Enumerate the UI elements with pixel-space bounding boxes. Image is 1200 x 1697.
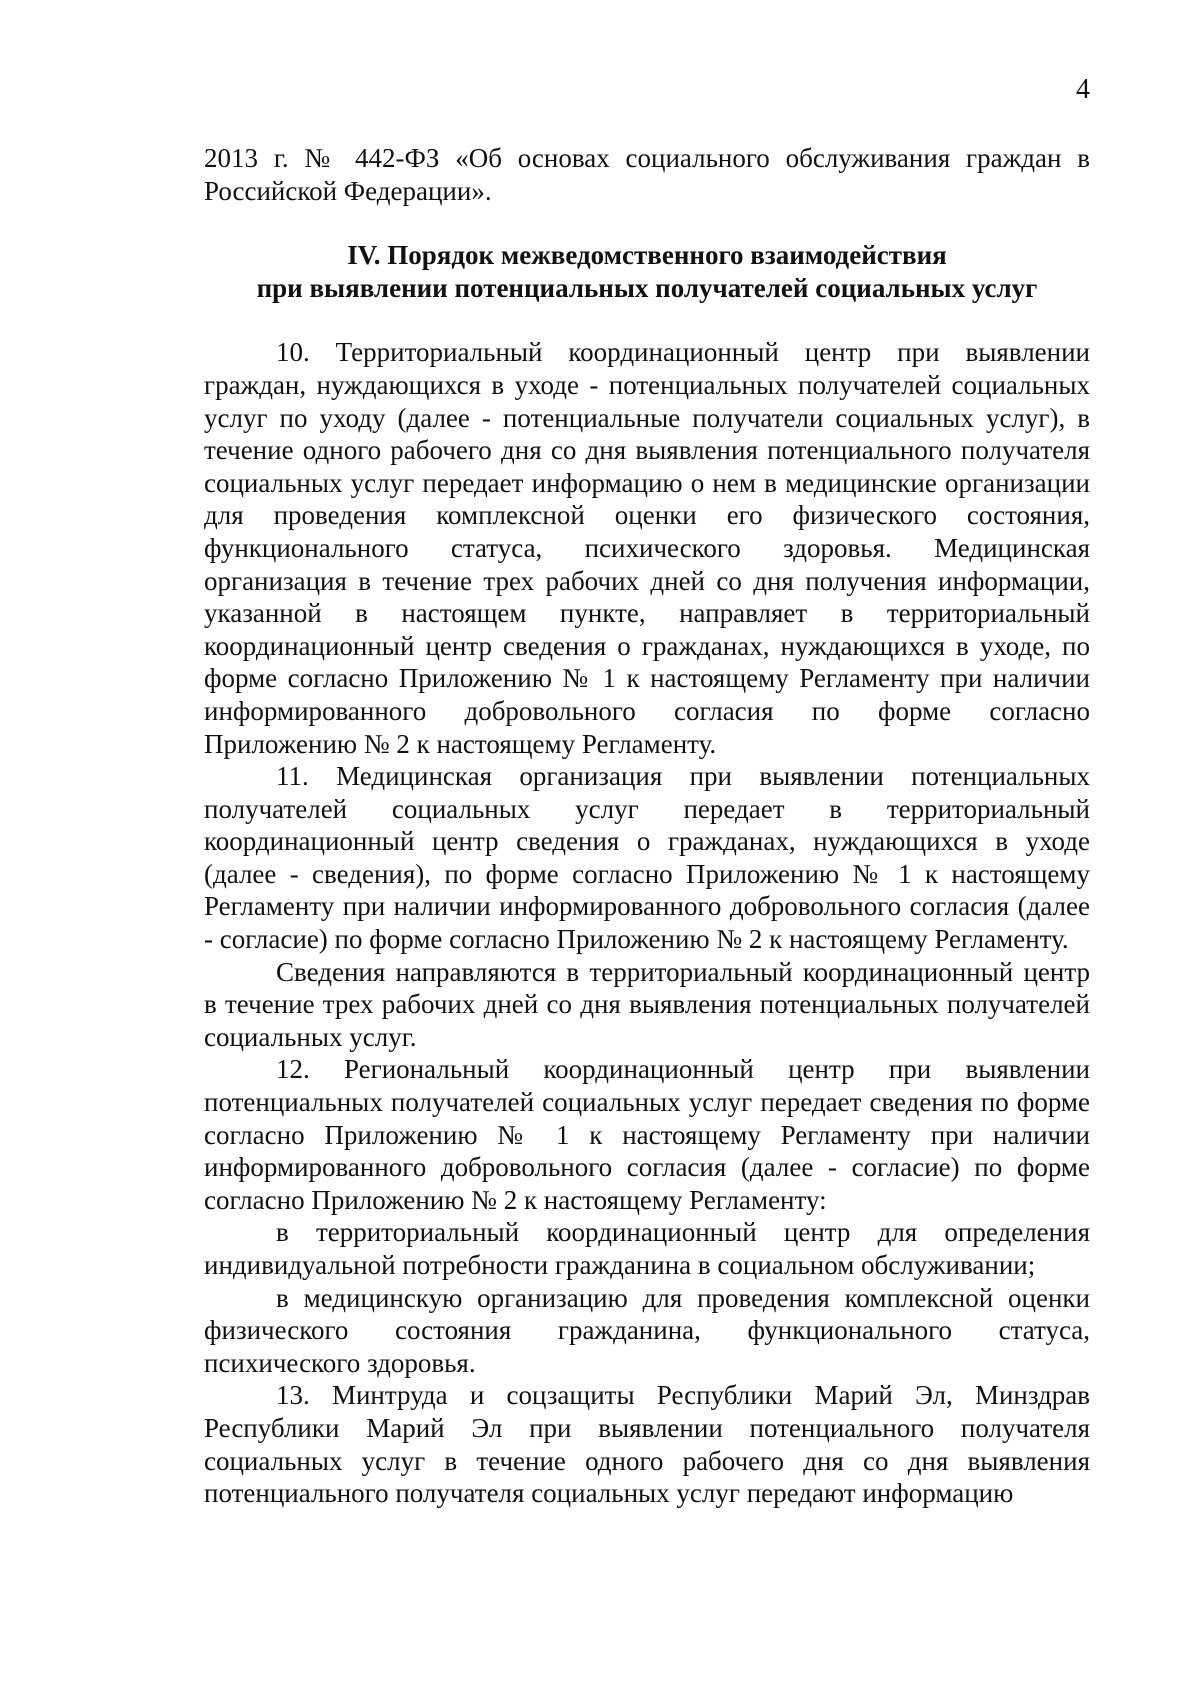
section-heading-line-1: IV. Порядок межведомственного взаимодействия (347, 240, 947, 271)
document-body (204, 142, 1090, 1510)
paragraph-item-11-continued: Сведения направляются в территориальный координационный центр в течение трех рабочих дней со дня выявления потенциальных получателей социальных услуг. (204, 956, 1090, 1052)
section-heading-line-2: при выявлении потенциальных получателей социальных услуг (256, 272, 1038, 303)
section-heading (204, 239, 1090, 304)
paragraph-item-12: 12. Региональный координационный центр при выявлении потенциальных получателей социальных услуг передает сведения по форме согласно Приложению № 1 к настоящему Регламенту при наличии информированного добровольного согласия (далее - согласие) по форме согласно Приложению № 2 к настоящему Регламенту: (204, 1054, 1090, 1215)
paragraph-item-11: 11. Медицинская организация при выявлении потенциальных получателей социальных услуг передает в территориальный координационный центр сведения о гражданах, нуждающихся в уходе (далее - сведения), по форме согласно Приложению № 1 к настоящему Регламенту при наличии информированного добровольного согласия (далее - согласие) по форме согласно Приложению № 2 к настоящему Регламенту. (204, 761, 1090, 955)
page-number: 4 (1076, 74, 1090, 105)
paragraph-item-12-subitem-1: в территориальный координационный центр для определения индивидуальной потребности гражданина в социальном обслуживании; (204, 1217, 1090, 1280)
paragraph-item-12-subitem-2: в медицинскую организацию для проведения комплексной оценки физического состояния гражданина, функционального статуса, психического здоровья. (204, 1282, 1090, 1378)
paragraph-item-13: 13. Минтруда и соцзащиты Республики Марий Эл, Минздрав Республики Марий Эл при выявлении потенциального получателя социальных услуг в течение одного рабочего дня со дня выявления потенциального получателя социальных услуг передают информацию (204, 1380, 1090, 1509)
continuation-paragraph: 2013 г. № 442-ФЗ «Об основах социального обслуживания граждан в Российской Федерации». (204, 143, 1090, 206)
paragraph-item-10: 10. Территориальный координационный центр при выявлении граждан, нуждающихся в уходе - потенциальных получателей социальных услуг по уходу (далее - потенциальные получатели социальных услуг), в течение одного рабочего дня со дня выявления потенциального получателя социальных услуг передает информацию о нем в медицинские организации для проведения комплексной оценки его физического состояния, функционального статуса, психического здоровья. Медицинская организация в течение трех рабочих дней со дня получения информации, указанной в настоящем пункте, направляет в территориальный координационный центр сведения о гражданах, нуждающихся в уходе, по форме согласно Приложению № 1 к настоящему Регламенту при наличии информированного добровольного согласия по форме согласно Приложению № 2 к настоящему Регламенту. (204, 337, 1090, 759)
